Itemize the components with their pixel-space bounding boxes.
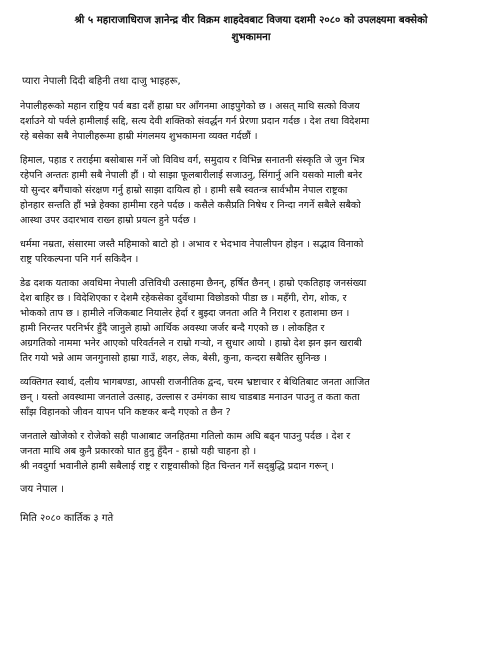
paragraph-line: हामी निरन्तर परनिर्भर हुँदै जानुले हाम्रो आर्थिक अवस्था जर्जर बन्दै गएको छ । लोकहित र [20, 323, 325, 334]
letter-date: मिति २०८० कार्तिक ३ गते [20, 513, 114, 524]
paragraph-line: तिर गयो भन्ने आम जनगुनासो हाम्रा गाउँ, शहर, लेक, बेसी, कुना, कन्दरा सबैतिर सुनिन्छ । [20, 353, 327, 364]
paragraph-line: साँझ विहानको जीवन यापन पनि कष्टकर बन्दै गएको त छैन ? [20, 407, 231, 418]
paragraph-3 [20, 237, 482, 267]
paragraph-line: व्यक्तिगत स्वार्थ, दलीय भागबण्डा, आपसी राजनीतिक द्वन्द, चरम भ्रष्टाचार र बेथितिबाट जनता आजित [20, 377, 370, 388]
paragraph-line: यो सुन्दर बगैंचाको संरक्षण गर्नु हाम्रो साझा दायित्व हो । हामी सबै स्वतन्त्र सार्वभौम नेपाल राष्ट्रका [20, 185, 348, 196]
paragraph-line: श्री नवदुर्गा भवानीले हामी सबैलाई राष्ट्र र राष्ट्रवासीको हित चिन्तन गर्ने सद्‌बुद्धि प्रदान गरून् । [20, 461, 335, 472]
paragraph-line: आस्था उपर उदारभाव राख्न हाम्रो प्रयत्न हुने पर्दछ । [20, 215, 197, 226]
salutation: प्यारा नेपाली दिदी बहिनी तथा दाजु भाइहरू, [22, 76, 181, 87]
paragraph-line: नेपालीहरूको महान राष्ट्रिय पर्व बडा दशैं हाम्रा घर आँगनमा आइपुगेको छ । असत् माथि सत्को विजय [20, 101, 360, 112]
paragraph-line: भोकको ताप छ । हामीले नजिकबाट नियालेर हेर्दा र बुझ्दा जनता अति नै निराश र हताशमा छन । [20, 308, 350, 319]
paragraph-line: धर्ममा नम्रता, संसारमा जस्तै महिमाको बाटो हो । अभाव र भेदभाव नेपालीपन होइन । सद्भाव विनाको [20, 239, 364, 250]
paragraph-5 [20, 375, 482, 420]
paragraph-line: डेढ दशक यताका अवधिमा नेपाली उत्तिविधी उत्साहमा छैनन्, हर्षित छैनन् । हाम्रो एकतिहाइ जनसंख्या [20, 278, 367, 289]
paragraph-line: रहेपनि अन्ततः हामी सबै नेपाली हौं । यो साझा फूलबारीलाई सजाउनु, सिंगार्नु अनि यसको माली बनेर [20, 170, 363, 181]
paragraph-line: जनता माथि अब कुनै प्रकारको घात हुनु हुँदैन - हाम्रो यही चाहना हो । [20, 446, 257, 457]
signoff: जय नेपाल । [20, 484, 64, 495]
paragraph-line: देश बाहिर छ । विदेशिएका र देशमै रहेकसेका दुर्वेथामा विछोडको पीडा छ । महँगी, रोग, शोक, र [20, 293, 347, 304]
letter-title [20, 12, 482, 46]
paragraph-line: जनताले खोजेको र रोजेको सही पाआबाट जनहितमा गतिलो काम अघि बढ्न पाउनु पर्दछ । देश र [20, 431, 351, 442]
paragraph-4 [20, 276, 482, 366]
title-line: शुभकामना [231, 32, 271, 43]
paragraph-line: छन् । यस्तो अवस्थामा जनताले उत्साह, उल्लास र उमंगका साथ चाडबाड मनाउन पाउनु त कता कता [20, 392, 360, 403]
paragraph-line: अग्रगतिको नाममा भनेर आएको परिवर्तनले न राम्रो गर्‍यो, न सुधार आयो । हाम्रो देश झन झन खराबी [20, 338, 362, 349]
paragraph-line: दर्शाउने यो पर्वले हामीलाई सद्दि, सत्य देवी शक्तिको संवर्द्धन गर्न प्रेरणा प्रदान गर्दछ । देश तथा विदेशमा [20, 116, 370, 127]
paragraph-line: हिमाल, पहाड र तराईमा बसोबास गर्ने जो विविध वर्ग, समुदाय र विभिन्न सनातनी संस्कृति जे जुन भित्र [20, 155, 365, 166]
paragraph-2 [20, 153, 482, 228]
paragraph-line: रहे बसेका सबै नेपालीहरूमा हाम्री मंगलमय शुभकामना व्यक्त गर्दछौं । [20, 131, 258, 142]
paragraph-1 [20, 99, 482, 144]
title-line: श्री ५ महाराजाधिराज ज्ञानेन्द्र वीर विक्रम शाहदेवबाट विजया दशमी २०८० को उपलक्ष्यमा बक्सेको [74, 15, 428, 26]
paragraph-line: राष्ट्र परिकल्पना पनि गर्न सकिदैन । [20, 254, 139, 265]
paragraph-6 [20, 429, 482, 474]
paragraph-line: होनहार सन्तति हौं भन्ने हेक्का हामीमा रहने पर्दछ । कसैले कसैप्रति निषेध र निन्दा नगर्ने सबैले सबैको [20, 200, 361, 211]
